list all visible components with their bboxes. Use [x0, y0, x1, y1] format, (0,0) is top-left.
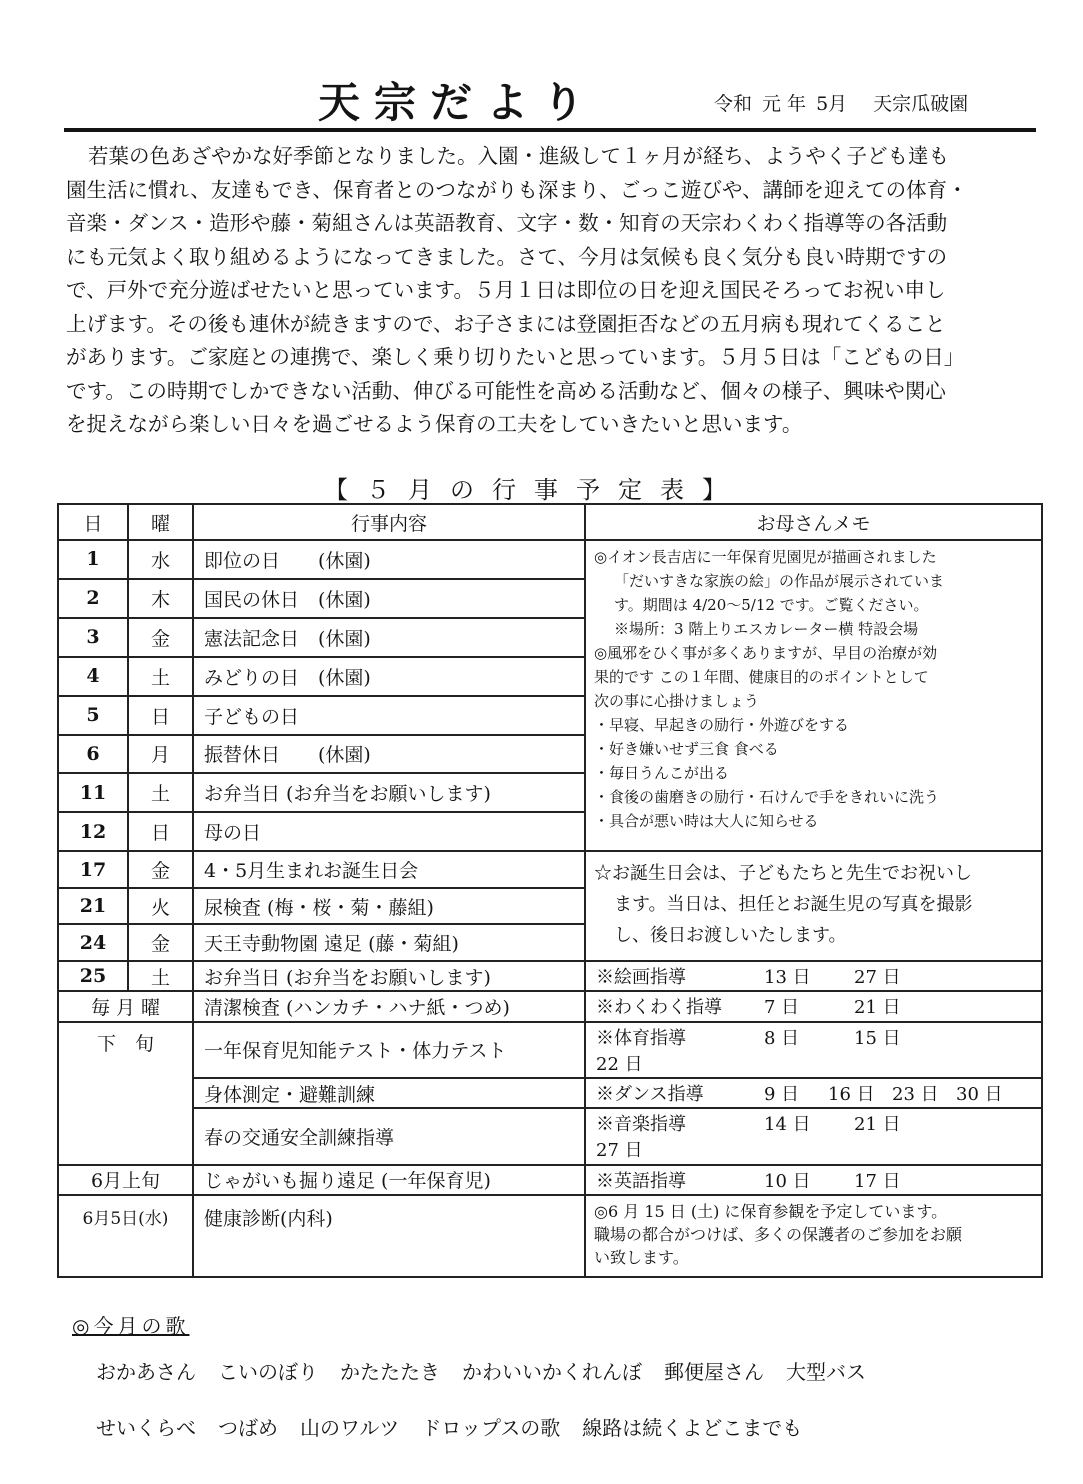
songs-heading: ◎今月の歌 [72, 1314, 190, 1338]
lesson-day: 9 日 [764, 1084, 800, 1106]
memo-line: ※場所：3 階上りエスカレーター横 特設会場 [614, 620, 919, 638]
weekday-cell: 木 [128, 579, 193, 618]
weekday-cell: 金 [128, 851, 193, 888]
lesson-schedule-row [585, 991, 1042, 1021]
songs-line [96, 1344, 888, 1400]
school-name: 天宗瓜破園 [873, 93, 969, 115]
event-cell: 尿検査 (梅・桜・菊・藤組) [193, 888, 585, 925]
lesson-day: 8 日 [764, 1027, 800, 1049]
table-row [58, 540, 1042, 579]
table-header-row [58, 504, 1042, 540]
header-day: 日 [58, 504, 128, 540]
table-row [58, 961, 1042, 991]
memo-line: 次の事に心掛けましょう [594, 692, 760, 710]
memo-line: 職場の都合がつけば、多くの保護者のご参加をお願 [594, 1225, 963, 1244]
lesson-day: 22 日 [596, 1053, 643, 1075]
memo-line: ◎イオン長吉店に一年保育児園児が描画されました [594, 548, 937, 566]
weekday-cell: 水 [128, 540, 193, 579]
lesson-label: ※わくわく指導 [596, 997, 722, 1019]
table-row [58, 1078, 1042, 1108]
newsletter-title: 天宗だより [318, 78, 599, 127]
event-cell: みどりの日 (休園) [193, 657, 585, 696]
lesson-label: ※音楽指導 [596, 1114, 686, 1136]
memo-line: ・具合が悪い時は大人に知らせる [594, 812, 819, 830]
song-title: 大型バス [786, 1360, 866, 1384]
lesson-day: 30 日 [956, 1084, 1003, 1106]
memo-line: ます。当日は、担任とお誕生児の写真を撮影 [614, 894, 973, 916]
month: 5月 [816, 93, 848, 115]
weekday-cell: 土 [128, 657, 193, 696]
intro-line: があります。ご家庭との連携で、楽しく乗り切りたいと思っています。５月５日は「こどもの日」 [66, 345, 965, 369]
lesson-label: ※英語指導 [596, 1170, 686, 1192]
events-table [57, 503, 1043, 1278]
day-cell: 24 [58, 924, 128, 961]
event-cell: 春の交通安全訓練指導 [193, 1108, 585, 1164]
day-cell: 25 [58, 961, 128, 991]
table-row [58, 1195, 1042, 1277]
lesson-day: 15 日 [854, 1027, 901, 1049]
memo-open-day [585, 1195, 1042, 1277]
song-title: かわいいかくれんぼ [462, 1360, 642, 1384]
lesson-schedule-row [585, 1078, 1042, 1108]
event-cell: お弁当日 (お弁当をお願いします) [193, 961, 585, 991]
header-event: 行事内容 [193, 504, 585, 540]
song-title: 山のワルツ [300, 1416, 400, 1440]
intro-line: です。この時期でしかできない活動、伸びる可能性を高める活動など、個々の様子、興味や関心 [66, 378, 946, 403]
when-cell: 下 旬 [58, 1022, 193, 1165]
table-row [58, 851, 1042, 888]
memo-line: ◎6 月 15 日 (土) に保育参観を予定しています。 [594, 1202, 948, 1221]
song-title: かたたたき [340, 1360, 440, 1384]
when-cell: 6月上旬 [58, 1165, 193, 1195]
day-cell: 4 [58, 657, 128, 696]
year: 元 年 [762, 93, 807, 115]
lesson-day: 13 日 [764, 967, 811, 989]
lesson-day: 27 日 [596, 1140, 643, 1162]
lesson-label: ※絵画指導 [596, 967, 686, 989]
weekday-cell: 日 [128, 812, 193, 851]
lesson-day: 7 日 [764, 997, 800, 1019]
era: 令和 [714, 93, 753, 115]
songs-line [96, 1400, 888, 1456]
song-title: こいのぼり [218, 1360, 318, 1384]
intro-line: にも元気よく取り組めるようになってきました。さて、今月は気候も良く気分も良い時期ですの [66, 244, 948, 269]
weekday-cell: 火 [128, 888, 193, 925]
event-cell: 身体測定・避難訓練 [193, 1078, 585, 1108]
song-title: ドロップスの歌 [421, 1416, 561, 1440]
table-caption: 【５月の行事予定表】 [324, 476, 744, 504]
event-cell: 母の日 [193, 812, 585, 851]
song-title: 線路は続くよどこまでも [582, 1416, 803, 1440]
lesson-schedule-row [585, 1022, 1042, 1078]
memo-line: ・好き嫌いせず三食 食べる [594, 740, 779, 758]
day-cell: 12 [58, 812, 128, 851]
event-cell: 子どもの日 [193, 696, 585, 735]
weekday-cell: 月 [128, 735, 193, 774]
day-cell: 3 [58, 618, 128, 657]
when-cell: 毎 月 曜 [58, 991, 193, 1021]
day-cell: 5 [58, 696, 128, 735]
weekday-cell: 土 [128, 773, 193, 812]
weekday-cell: 金 [128, 618, 193, 657]
event-cell: 即位の日 (休園) [193, 540, 585, 579]
weekday-cell: 日 [128, 696, 193, 735]
memo-line: ・毎日うんこが出る [594, 764, 730, 782]
song-title: 郵便屋さん [664, 1360, 764, 1384]
memo-birthday [585, 851, 1042, 961]
song-title: おかあさん [96, 1360, 196, 1384]
lesson-schedule-row [585, 1165, 1042, 1195]
lesson-day: 27 日 [854, 967, 901, 989]
event-cell: 4・5月生まれお誕生日会 [193, 851, 585, 888]
table-row [58, 1165, 1042, 1195]
memo-line: ☆お誕生日会は、子どもたちと先生でお祝いし [594, 863, 972, 885]
event-cell: 国民の休日 (休園) [193, 579, 585, 618]
memo-line: ◎風邪をひく事が多くありますが、早目の治療が効 [594, 644, 938, 662]
memo-line: い致します。 [594, 1248, 689, 1267]
lesson-day: 14 日 [764, 1114, 811, 1136]
songs-list [96, 1344, 888, 1456]
lesson-day: 21 日 [854, 1114, 901, 1136]
day-cell: 6 [58, 735, 128, 774]
event-cell: 振替休日 (休園) [193, 735, 585, 774]
weekday-cell: 金 [128, 924, 193, 961]
when-cell: 6月5日(水) [58, 1195, 193, 1277]
title-rule [64, 128, 1036, 132]
memo-line: ・早寝、早起きの励行・外遊びをする [594, 716, 850, 734]
intro-line: 園生活に慣れ、友達もでき、保育者とのつながりも深まり、ごっこ遊びや、講師を迎えての体育・ [66, 177, 968, 202]
intro-line: で、戸外で充分遊ばせたいと思っています。５月１日は即位の日を迎え国民そろってお祝い申し [66, 278, 946, 302]
memo-line: ・食後の歯磨きの励行・石けんで手をきれいに洗う [594, 788, 940, 806]
intro-line: 音楽・ダンス・造形や藤・菊組さんは英語教育、文字・数・知育の天宗わくわく指導等の各活動 [66, 211, 948, 235]
event-cell: 一年保育児知能テスト・体力テスト [193, 1022, 585, 1078]
memo-line: 「だいすきな家族の絵」の作品が展示されていま [614, 572, 945, 590]
lesson-schedule-row [585, 961, 1042, 991]
lesson-day: 23 日 [892, 1084, 939, 1106]
day-cell: 11 [58, 773, 128, 812]
lesson-day: 16 日 [828, 1084, 875, 1106]
issue-info [714, 89, 968, 116]
event-cell: 天王寺動物園 遠足 (藤・菊組) [193, 924, 585, 961]
event-cell: 憲法記念日 (休園) [193, 618, 585, 657]
event-cell: 健康診断(内科) [193, 1195, 585, 1277]
intro-line: を捉えながら楽しい日々を過ごせるよう保育の工夫をしていきたいと思います。 [66, 412, 803, 436]
lesson-label: ※体育指導 [596, 1027, 686, 1049]
day-cell: 17 [58, 851, 128, 888]
day-cell: 21 [58, 888, 128, 925]
lesson-day: 21 日 [854, 997, 901, 1019]
intro-line: 若葉の色あざやかな好季節となりました。入園・進級して１ヶ月が経ち、ようやく子ども達も [88, 144, 949, 168]
day-cell: 1 [58, 540, 128, 579]
table-row [58, 991, 1042, 1021]
event-cell: お弁当日 (お弁当をお願いします) [193, 773, 585, 812]
event-cell: じゃがいも掘り遠足 (一年保育児) [193, 1165, 585, 1195]
table-row [58, 1022, 1042, 1078]
header-weekday: 曜 [128, 504, 193, 540]
memo-line: 果的です この１年間、健康目的のポイントとして [594, 668, 929, 686]
song-title: つばめ [218, 1416, 278, 1440]
intro-paragraph [66, 140, 1038, 442]
memo-health [585, 540, 1042, 851]
lesson-day: 10 日 [764, 1170, 811, 1192]
day-cell: 2 [58, 579, 128, 618]
memo-line: し、後日お渡しいたします。 [614, 925, 847, 947]
song-title: せいくらべ [96, 1416, 196, 1440]
intro-line: 上げます。その後も連休が続きますので、お子さまには登園拒否などの五月病も現れてくること [66, 311, 946, 336]
memo-line: す。期間は 4/20～5/12 です。ご覧ください。 [614, 596, 929, 614]
header-memo: お母さんメモ [585, 504, 1042, 540]
weekday-cell: 土 [128, 961, 193, 991]
event-cell: 清潔検査 (ハンカチ・ハナ紙・つめ) [193, 991, 585, 1021]
table-row [58, 1108, 1042, 1164]
lesson-day: 17 日 [854, 1170, 901, 1192]
lesson-label: ※ダンス指導 [596, 1084, 704, 1106]
lesson-schedule-row [585, 1108, 1042, 1164]
